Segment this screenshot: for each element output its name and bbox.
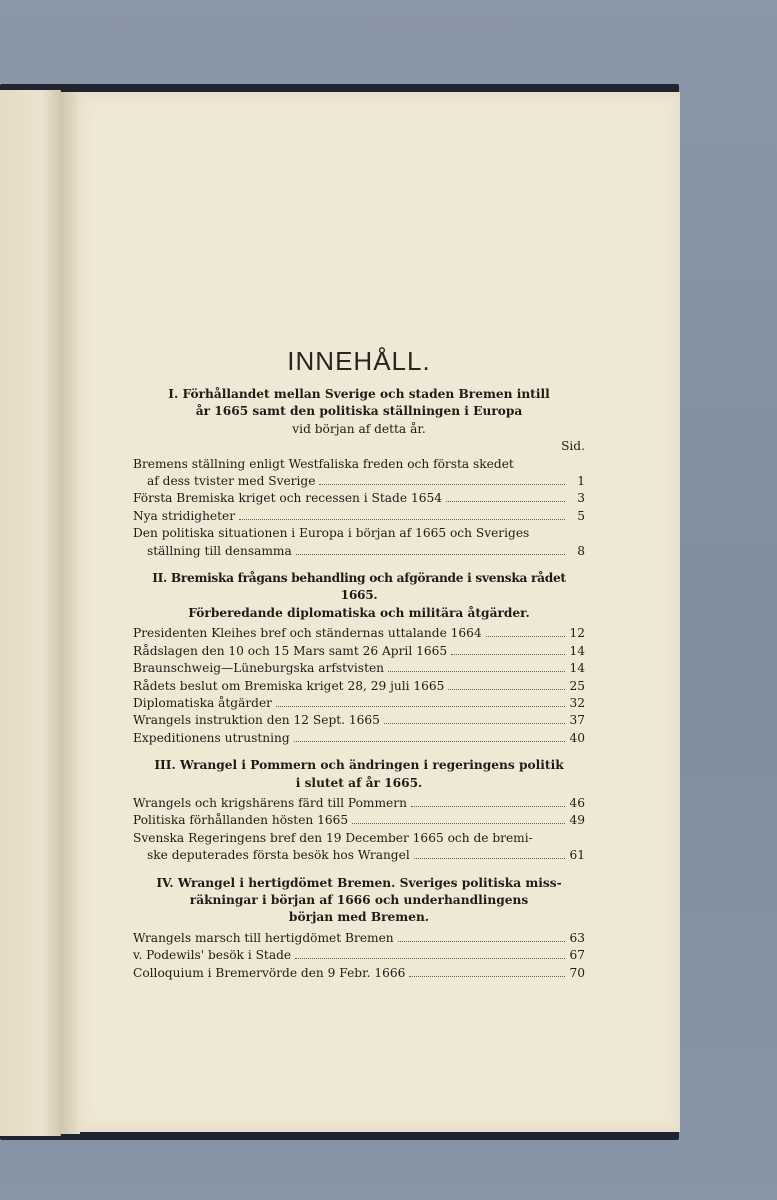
toc-entry-text: v. Podewils' besök i Stade bbox=[133, 948, 292, 963]
section-heading-line: i slutet af år 1665. bbox=[295, 775, 423, 790]
toc-entry bbox=[133, 508, 585, 525]
toc-entry bbox=[133, 947, 585, 964]
dot-leader bbox=[294, 741, 565, 742]
toc-page-number: 61 bbox=[569, 848, 585, 863]
toc-entry-text: Bremens ställning enligt Westfaliska freden och första skedet bbox=[133, 456, 514, 471]
toc-entry-text: Wrangels marsch till hertigdömet Bremen bbox=[133, 930, 394, 945]
toc-entry-text: Wrangels instruktion den 12 Sept. 1665 bbox=[133, 713, 380, 728]
toc-entry-line bbox=[133, 456, 585, 473]
toc-entry-text: Wrangels och krigshärens färd till Pommern bbox=[133, 795, 407, 810]
dot-leader bbox=[409, 976, 565, 977]
toc-entry bbox=[133, 712, 585, 729]
toc-entry-text: Expeditionens utrustning bbox=[133, 730, 290, 745]
toc-entry-text: Braunschweig—Lüneburgska arfstvisten bbox=[133, 661, 385, 676]
dot-leader bbox=[486, 636, 565, 637]
toc-entry bbox=[133, 695, 585, 712]
toc-entry-text: Rådets beslut om Bremiska kriget 28, 29 juli 1665 bbox=[133, 678, 445, 693]
toc-entry-line bbox=[133, 830, 585, 847]
toc-page-number: 37 bbox=[569, 713, 585, 728]
dot-leader bbox=[448, 689, 565, 690]
toc-entry-text: Den politiska situationen i Europa i början af 1665 och Sveriges bbox=[133, 526, 530, 541]
toc-page-number: 1 bbox=[577, 474, 585, 489]
toc-entry-text: Diplomatiska åtgärder bbox=[133, 695, 273, 710]
section-heading-line: I. Förhållandet mellan Sverige och staden Bremen intill bbox=[168, 387, 550, 401]
toc-entry bbox=[133, 730, 585, 747]
toc-section-2 bbox=[133, 570, 585, 747]
table-of-contents bbox=[133, 346, 585, 992]
dot-leader bbox=[276, 706, 565, 707]
dot-leader bbox=[388, 671, 565, 672]
page-column-label: Sid. bbox=[561, 439, 585, 454]
toc-entry-text: Politiska förhållanden hösten 1665 bbox=[133, 813, 349, 828]
section-heading-line: år 1665 samt den politiska ställningen i Europa bbox=[195, 404, 523, 419]
section-heading-line: början med Bremen. bbox=[288, 910, 430, 925]
toc-page-number: 3 bbox=[577, 491, 585, 506]
section-heading-line: IV. Wrangel i hertigdömet Bremen. Sveriges politiska miss- bbox=[156, 875, 562, 890]
toc-entry-text: Presidenten Kleihes bref och ständernas uttalande 1664 bbox=[133, 626, 482, 641]
toc-entry bbox=[133, 625, 585, 642]
page-title: INNEHÅLL. bbox=[287, 346, 431, 376]
dot-leader bbox=[411, 806, 565, 807]
dot-leader bbox=[384, 723, 565, 724]
toc-entry-text: Nya stridigheter bbox=[133, 508, 236, 523]
toc-page-number: 14 bbox=[569, 643, 585, 658]
toc-entry bbox=[133, 678, 585, 695]
toc-page-number: 32 bbox=[569, 695, 585, 710]
toc-page-number: 49 bbox=[569, 813, 585, 828]
dot-leader bbox=[352, 823, 565, 824]
toc-entry bbox=[133, 795, 585, 812]
toc-entry-line bbox=[133, 525, 585, 542]
section-heading-line: räkningar i början af 1666 och underhandlingens bbox=[189, 892, 529, 907]
toc-entry bbox=[147, 847, 585, 864]
toc-entry bbox=[147, 543, 585, 560]
toc-page-number: 5 bbox=[577, 508, 585, 523]
toc-entry bbox=[133, 490, 585, 507]
toc-entry-text: Svenska Regeringens bref den 19 December 1665 och de bremi- bbox=[133, 830, 533, 845]
dot-leader bbox=[414, 858, 565, 859]
toc-entry-text: ske deputerades första besök hos Wrangel bbox=[147, 848, 410, 863]
toc-entry-text: Rådslagen den 10 och 15 Mars samt 26 April 1665 bbox=[133, 643, 448, 658]
toc-section-4 bbox=[133, 875, 585, 982]
toc-page-number: 25 bbox=[569, 678, 585, 693]
dot-leader bbox=[319, 484, 565, 485]
dot-leader bbox=[239, 519, 565, 520]
left-page-edge bbox=[0, 90, 61, 1136]
section-heading-line: vid början af detta år. bbox=[292, 421, 426, 436]
toc-page-number: 67 bbox=[569, 948, 585, 963]
toc-page-number: 8 bbox=[577, 543, 585, 558]
dot-leader bbox=[295, 958, 565, 959]
toc-entry-text: ställning till densamma bbox=[147, 543, 292, 558]
toc-page-number: 14 bbox=[569, 661, 585, 676]
dot-leader bbox=[446, 501, 565, 502]
toc-entry-text: af dess tvister med Sverige bbox=[147, 474, 316, 489]
dot-leader bbox=[296, 554, 565, 555]
toc-entry bbox=[147, 473, 585, 490]
section-heading-line: Förberedande diplomatiska och militära åtgärder. bbox=[188, 605, 530, 620]
toc-entry bbox=[133, 812, 585, 829]
toc-entry bbox=[133, 660, 585, 677]
toc-entry-text: Första Bremiska kriget och recessen i Stade 1654 bbox=[133, 491, 442, 506]
section-heading-line: II. Bremiska frågans behandling och afgörande i svenska rådet 1665. bbox=[152, 571, 566, 603]
toc-page-number: 70 bbox=[569, 965, 585, 980]
toc-section-3 bbox=[133, 757, 585, 864]
book-page bbox=[78, 92, 680, 1132]
toc-page-number: 40 bbox=[569, 730, 585, 745]
section-heading-line: III. Wrangel i Pommern och ändringen i regeringens politik bbox=[154, 758, 564, 773]
toc-section-1 bbox=[133, 386, 585, 560]
toc-page-number: 12 bbox=[569, 626, 585, 641]
dot-leader bbox=[398, 941, 565, 942]
toc-entry bbox=[133, 930, 585, 947]
toc-page-number: 46 bbox=[569, 795, 585, 810]
toc-entry bbox=[133, 965, 585, 982]
toc-page-number: 63 bbox=[569, 930, 585, 945]
book-gutter bbox=[60, 92, 80, 1134]
dot-leader bbox=[451, 654, 565, 655]
toc-entry bbox=[133, 643, 585, 660]
toc-entry-text: Colloquium i Bremervörde den 9 Febr. 1666 bbox=[133, 965, 406, 980]
